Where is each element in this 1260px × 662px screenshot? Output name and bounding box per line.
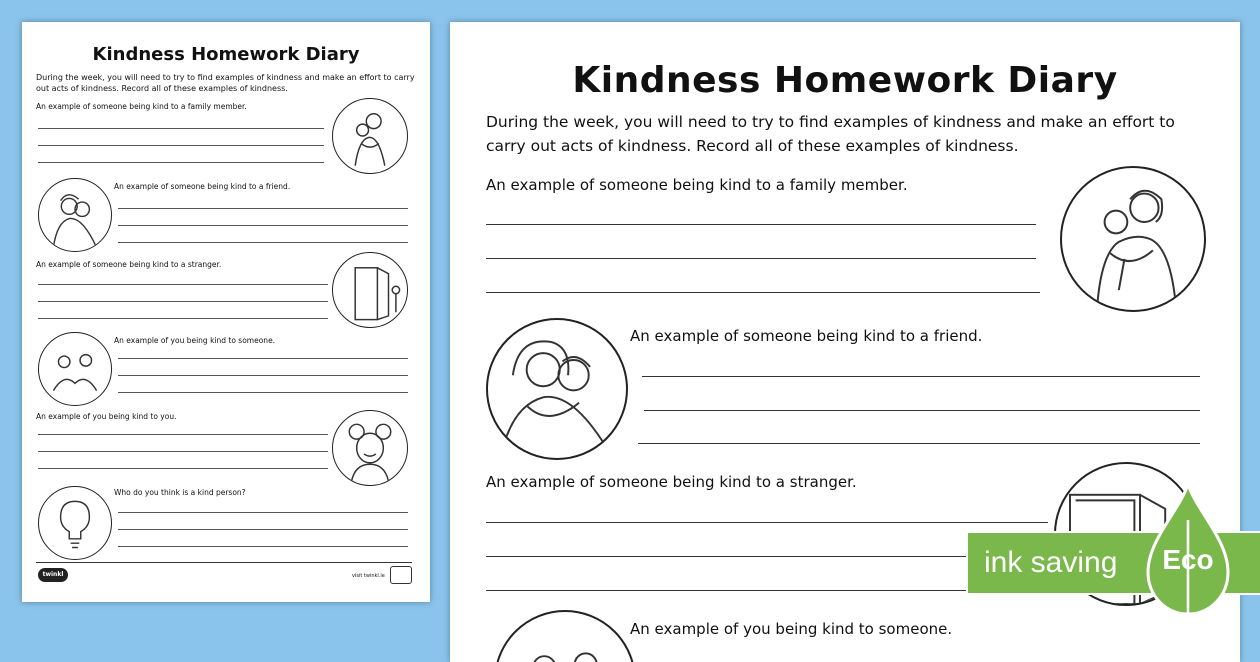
writing-line <box>38 145 324 146</box>
writing-line <box>38 301 328 302</box>
prompt-family: An example of someone being kind to a family member. <box>486 176 908 194</box>
page-title: Kindness Homework Diary <box>572 60 1118 101</box>
thumb-prompt-you-you: An example of you being kind to you. <box>36 412 177 421</box>
writing-line <box>38 162 324 163</box>
writing-line <box>38 468 328 469</box>
children-illustration <box>494 610 636 662</box>
thumb-prompt-kind-person: Who do you think is a kind person? <box>114 488 246 497</box>
thumb-prompt-family: An example of someone being kind to a family member. <box>36 102 247 111</box>
writing-line <box>118 242 408 243</box>
writing-line[interactable] <box>486 258 1036 259</box>
prompt-stranger: An example of someone being kind to a stranger. <box>486 473 857 491</box>
thumb-prompt-friend: An example of someone being kind to a friend. <box>114 182 291 191</box>
writing-line <box>38 451 328 452</box>
eco-label: Eco <box>1162 544 1214 575</box>
twinkl-logo: twinkl <box>38 568 68 582</box>
intro-text: During the week, you will need to try to find examples of kindness and make an effort to carry out acts of kindness. Record all of these examples of kindness. <box>486 113 1175 156</box>
writing-line <box>118 512 408 513</box>
visit-text: visit twinkl.ie <box>352 573 385 579</box>
writing-line <box>118 529 408 530</box>
writing-line <box>38 284 328 285</box>
thumb-prompt-stranger: An example of someone being kind to a stranger. <box>36 260 222 269</box>
girl-face-illustration <box>332 410 408 486</box>
worksheet-thumbnail[interactable] <box>22 22 430 602</box>
hug-illustration <box>1060 166 1206 312</box>
writing-line <box>118 375 408 376</box>
quality-badge-icon <box>390 566 412 584</box>
writing-line <box>118 392 408 393</box>
writing-line <box>38 318 328 319</box>
door-illustration <box>332 252 408 328</box>
thumb-prompt-you-someone: An example of you being kind to someone. <box>114 336 276 345</box>
writing-line <box>118 546 408 547</box>
lightbulb-illustration <box>38 486 112 560</box>
writing-line[interactable] <box>486 292 1040 293</box>
writing-line[interactable] <box>638 443 1200 444</box>
writing-line[interactable] <box>486 556 1048 557</box>
friends-hug-illustration <box>486 318 628 460</box>
children-illustration <box>38 332 112 406</box>
writing-line <box>38 128 324 129</box>
writing-line <box>118 208 408 209</box>
writing-line[interactable] <box>486 590 1048 591</box>
writing-line <box>118 225 408 226</box>
thumb-title: Kindness Homework Diary <box>92 44 360 65</box>
writing-line[interactable] <box>486 522 1048 523</box>
writing-line <box>38 434 328 435</box>
writing-line[interactable] <box>642 376 1200 377</box>
thumb-intro: During the week, you will need to try to find examples of kindness and make an effort to carry out acts of kindness. Record all of these examples of kindness. <box>36 73 415 94</box>
prompt-friend: An example of someone being kind to a friend. <box>630 327 983 345</box>
friends-hug-illustration <box>38 178 112 252</box>
writing-line <box>118 358 408 359</box>
writing-line[interactable] <box>486 224 1036 225</box>
writing-line[interactable] <box>644 410 1200 411</box>
hug-illustration <box>332 98 408 174</box>
prompt-you-someone: An example of you being kind to someone. <box>630 620 953 638</box>
footer-divider <box>36 562 412 563</box>
ink-saving-text: ink saving <box>984 546 1118 579</box>
